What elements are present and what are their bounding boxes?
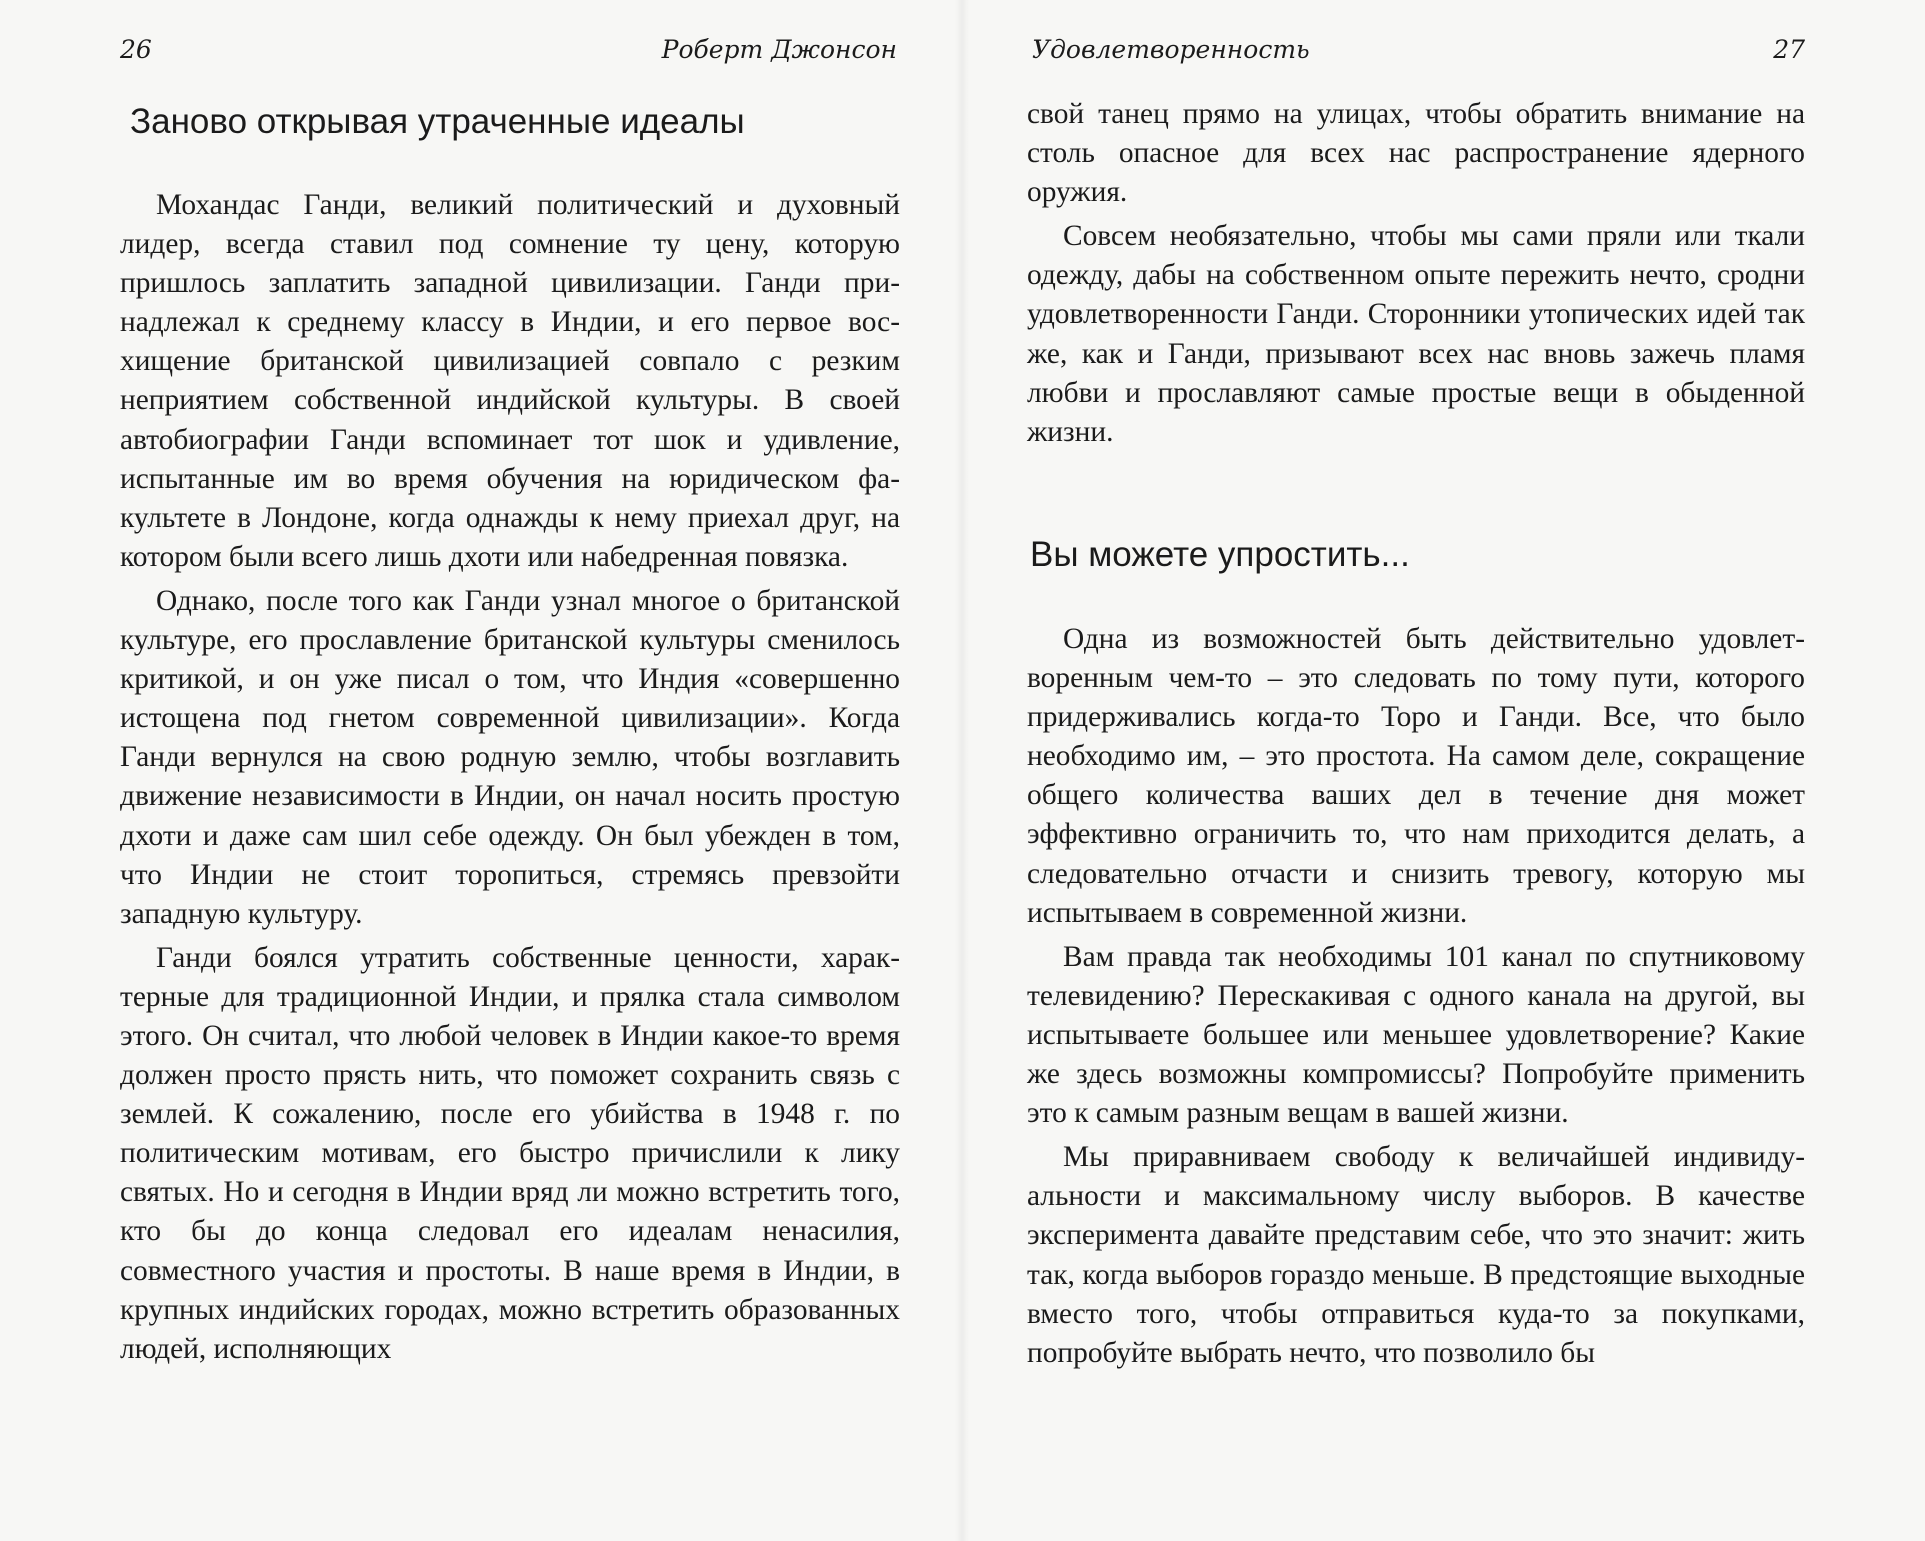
section-heading-rediscovering-ideals: Заново открывая утраченные идеалы — [130, 102, 745, 141]
right-page-section-text — [1027, 620, 1805, 1378]
right-page — [962, 0, 1925, 1541]
paragraph: Мы приравниваем свободу к величайшей индивидуальности и максимальному числу выборов. В качестве эксперимента давайте представим себе, что это значит: жить так, когда выборов гораздо меньше. В предстоящие выходные вместо того, чтобы отправиться куда-то за покупками, попробуйте выбрать нечто, что позволило бы — [1027, 1141, 1805, 1369]
page-number-left: 26 — [120, 35, 152, 64]
paragraph: Вам правда так необходимы 101 канал по спутниковому телевидению? Перескакивая с одного канала на другой, вы испытываете большее или меньшее удовлетворение? Какие же здесь возможны компромиссы? Попробуйте применить это к самым разным вещам в вашей жизни. — [1027, 940, 1805, 1130]
page-number-right: 27 — [1773, 35, 1805, 64]
left-page — [0, 0, 962, 1541]
paragraph: Ганди боялся утратить собственные ценности, характерные для традиционной Индии, и прялка стала символом этого. Он считал, что любой человек в Индии какое-то время должен просто прясть нить, что поможет сохранить связь с землей. К сожалению, после его убийства в 1948 г. по политическим мотивам, его быстро причислили к лику святых. Но и сегодня в Индии вряд ли можно встретить того, кто бы до конца следовал его идеалам ненасилия, совместного участия и простоты. В наше время в Индии, в крупных индийских городах, можно встретить образованных людей, исполняющих — [120, 941, 900, 1365]
running-title-author: Роберт Джонсон — [661, 35, 897, 64]
paragraph: Однако, после того как Ганди узнал многое о британской культуре, его прославление британской культуры сменилось критикой, и он уже писал о том, что Индия «совершенно истощена под гнетом современной цивилизации». Когда Ганди вернулся на свою родную землю, чтобы возглавить движение независимости в Индии, он начал носить простую дхоти и даже сам шил себе одежду. Он был убежден в том, что Индии не стоит торопиться, стремясь превзойти западную культуру. — [120, 584, 900, 930]
section-heading-simplify: Вы можете упростить... — [1030, 535, 1410, 574]
paragraph: Совсем необязательно, чтобы мы сами пряли или ткали одежду, дабы на собственном опыте пережить нечто, сродни удовлетворенности Ганди. Сторонники утопических идей так же, как и Ганди, призывают всех нас вновь зажечь пламя любви и прославляют самые простые вещи в обыденной жизни. — [1027, 220, 1805, 448]
running-title-chapter: Удовлетворенность — [1032, 35, 1310, 64]
right-page-continued-text — [1027, 95, 1805, 457]
paragraph: свой танец прямо на улицах, чтобы обратить внимание на столь опасное для всех нас распространение ядерного оружия. — [1027, 98, 1805, 209]
left-page-text — [120, 186, 900, 1374]
paragraph: Одна из возможностей быть действительно удовлетворенным чем-то – это следовать по тому пути, которого придерживались когда-то Торо и Ганди. Все, что было необходимо им, – это простота. На самом деле, сокращение общего количества ваших дел в течение дня может эффективно ограничить то, что нам приходится делать, а следовательно отчасти и снизить тревогу, которую мы испытываем в современной жизни. — [1027, 623, 1805, 929]
paragraph: Мохандас Ганди, великий политический и духовный лидер, всегда ставил под сомнение ту цену, которую пришлось заплатить западной цивилизации. Ганди принадлежал к среднему классу в Индии, и его первое восхищение британской цивилизацией совпало с резким неприятием собственной индийской культуры. В своей автобиографии Ганди вспоминает тот шок и удивление, испытанные им во время обучения на юридическом факультете в Лондоне, когда однажды к нему приехал друг, на котором были всего лишь дхоти или набедренная повязка. — [120, 189, 900, 573]
